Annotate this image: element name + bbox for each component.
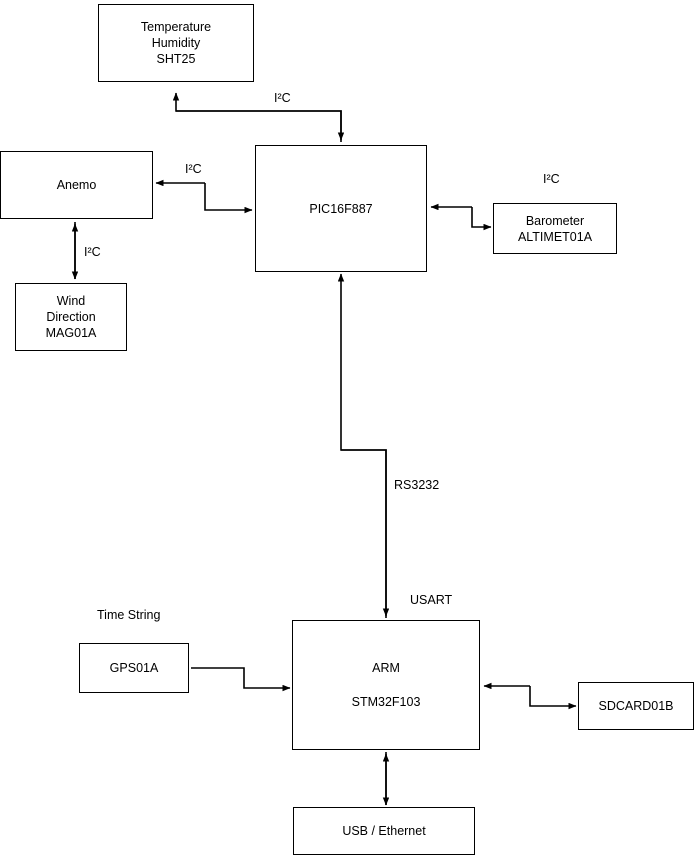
edge-label-rs3232: RS3232 xyxy=(394,478,440,492)
node-label-line: Wind xyxy=(56,294,86,308)
node-temperature-humidity-sht25[interactable] xyxy=(98,4,254,82)
node-usb-ethernet[interactable] xyxy=(293,807,475,855)
edge-label-i2c-barometer: I²C xyxy=(543,172,560,186)
node-label-line: STM32F103 xyxy=(351,695,421,709)
node-wind-direction-mag01a[interactable] xyxy=(15,283,127,351)
node-label-line: Direction xyxy=(46,310,96,324)
node-label-line: ARM xyxy=(372,661,400,675)
node-label-line: Barometer xyxy=(525,213,585,228)
node-label-line: PIC16F887 xyxy=(309,201,373,216)
node-label-line: Anemo xyxy=(56,178,97,192)
node-label-line: SDCARD01B xyxy=(598,699,674,713)
edge-label-time-string: Time String xyxy=(97,608,161,622)
edge-label-usart: USART xyxy=(410,593,453,607)
edge-label-i2c-sht25: I²C xyxy=(274,91,291,105)
node-label-line: Humidity xyxy=(151,36,201,50)
node-pic16f887[interactable] xyxy=(255,145,427,272)
node-barometer-altimet01a[interactable] xyxy=(493,203,617,254)
node-arm-stm32f103[interactable] xyxy=(292,620,480,750)
node-label-line: MAG01A xyxy=(45,326,97,340)
node-label-line: GPS01A xyxy=(109,661,159,675)
edge-label-i2c-anemo: I²C xyxy=(185,162,202,176)
node-label-line: Temperature xyxy=(140,20,212,34)
node-sdcard01b[interactable] xyxy=(578,682,694,730)
edge-label-i2c-mag01a: I²C xyxy=(84,245,101,259)
node-gps01a[interactable] xyxy=(79,643,189,693)
node-label-line: SHT25 xyxy=(156,52,196,66)
node-label-line: ALTIMET01A xyxy=(517,229,593,244)
node-label-line: USB / Ethernet xyxy=(342,824,426,838)
node-anemo[interactable] xyxy=(0,151,153,219)
